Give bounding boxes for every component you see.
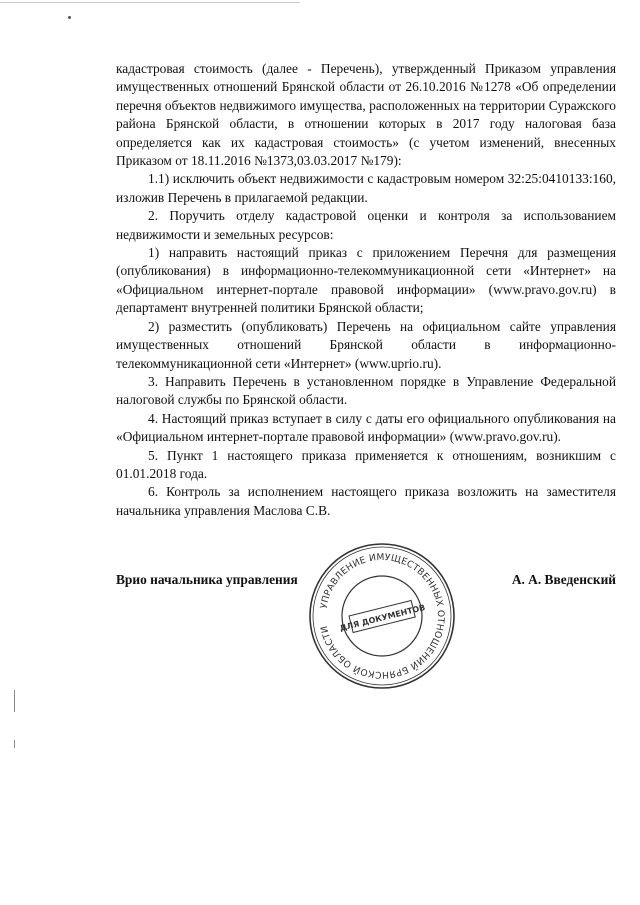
- paragraph: кадастровая стоимость (далее - Перечень), утвержденный Приказом управления имущественных отношений Брянской области от 26.10.2016 №1278 «Об определении перечня объектов недвижимого имущества, расположенных на территории Суражского района Брянской области, в отношении которых в 2017 году налоговая база определяется как их кадастровая стоимость» (с учетом изменений, внесенных Приказом от 18.11.2016 №1373,03.03.2017 №179):: [116, 61, 616, 169]
- paragraph: 1.1) исключить объект недвижимости с кадастровым номером 32:25:0410133:160, изложив Перечень в прилагаемой редакции.: [116, 171, 616, 205]
- margin-mark: [14, 690, 15, 712]
- signatory-position: Врио начальника управления: [116, 572, 298, 587]
- paragraph: 2) разместить (опубликовать) Перечень на официальном сайте управления имущественных отношений Брянской области в информационно-телекоммуникационной сети «Интернет» (www.uprio.ru).: [116, 318, 616, 371]
- paragraph: 5. Пункт 1 настоящего приказа применяется к отношениям, возникшим с 01.01.2018 года.: [116, 447, 616, 481]
- paragraph: 4. Настоящий приказ вступает в силу с даты его официального опубликования на «Официальном интернет-портале правовой информации» (www.pravo.gov.ru).: [116, 410, 616, 445]
- scan-speck: [68, 16, 71, 19]
- paragraph: 2. Поручить отделу кадастровой оценки и контроля за использованием недвижимости и земельных ресурсов:: [116, 208, 616, 242]
- official-stamp: [306, 540, 458, 692]
- paragraph: 1) направить настоящий приказ с приложением Перечня для размещения (опубликования) в информационно-телекоммуникационной сети «Интернет» на «Официальном интернет-портале правовой информации» (www.pravo.gov.ru) в департамент внутренней политики Брянской области;: [116, 245, 616, 316]
- stamp-center-text: ДЛЯ ДОКУМЕНТОВ: [338, 602, 427, 633]
- margin-mark: [14, 740, 15, 748]
- paragraph: 3. Направить Перечень в установленном порядке в Управление Федеральной налоговой службы по Брянской области.: [116, 373, 616, 408]
- scan-top-edge: [0, 2, 300, 3]
- paragraph: 6. Контроль за исполнением настоящего приказа возложить на заместителя начальника управления Маслова С.В.: [116, 484, 616, 518]
- document-body: [116, 60, 616, 520]
- stamp-ring-text: УПРАВЛЕНИЕ ИМУЩЕСТВЕННЫХ ОТНОШЕНИЙ БРЯНСКОЙ ОБЛАСТИ: [318, 551, 447, 681]
- signatory-name: А. А. Введенский: [511, 572, 616, 587]
